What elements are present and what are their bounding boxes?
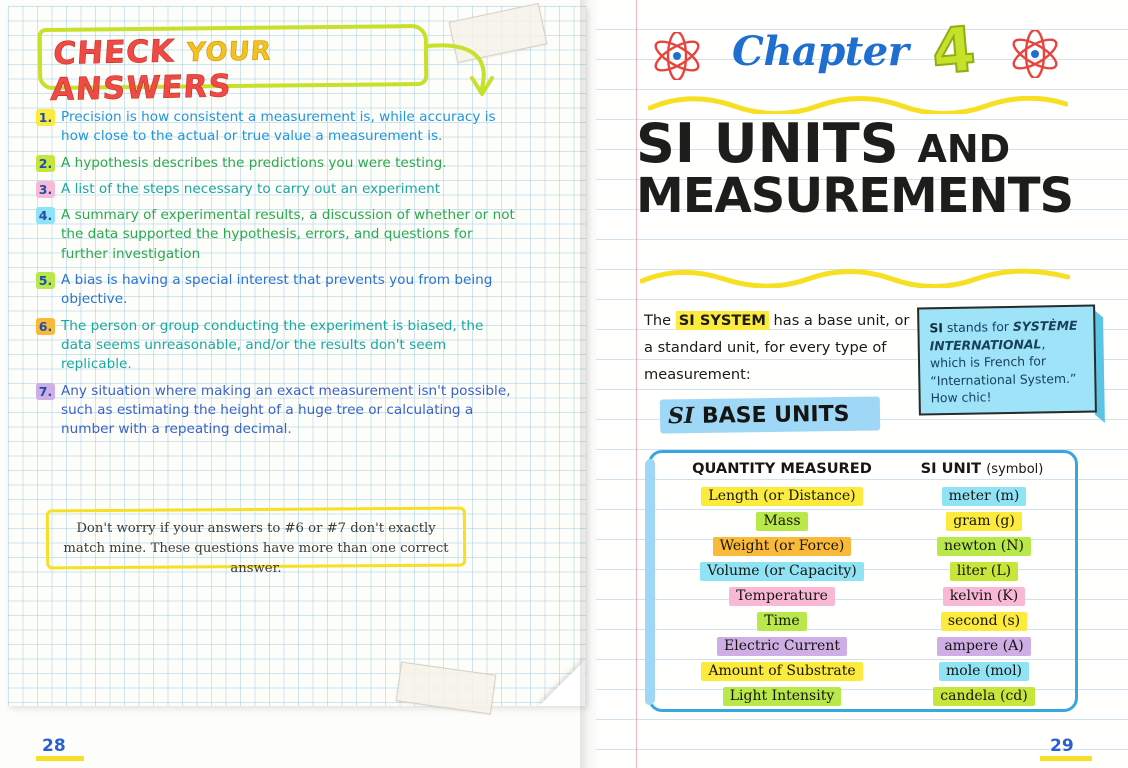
quantity-highlight: Temperature (729, 587, 835, 606)
right-page-number-highlight (1040, 756, 1092, 761)
page-dogear (539, 660, 585, 706)
atom-icon-right (1008, 30, 1062, 78)
table-cell-unit (900, 512, 1068, 531)
headline-word-answers: ANSWERS (49, 68, 233, 109)
left-page-number: 28 (42, 736, 66, 756)
table-header-unit-label: SI UNIT (920, 460, 982, 477)
units-table-body (664, 484, 1068, 709)
unit-highlight: second (s) (941, 612, 1027, 631)
headline-word-check: CHECK (52, 33, 177, 72)
right-page-number: 29 (1050, 736, 1074, 756)
quantity-highlight: Length (or Distance) (701, 487, 862, 506)
curved-arrow-icon (424, 40, 498, 102)
table-cell-unit (900, 687, 1068, 706)
table-cell-quantity (664, 687, 900, 706)
book-binding-shadow (580, 0, 602, 768)
quantity-highlight: Amount of Substrate (701, 662, 862, 681)
subheading-si: SI (667, 402, 695, 430)
note-text: Don't worry if your answers to #6 or #7 don't exactly match mine. These questions have more than one correct answer. (63, 521, 449, 576)
quantity-highlight: Electric Current (717, 637, 847, 656)
answer-number: 7. (36, 383, 55, 400)
answer-text: A list of the steps necessary to carry out an experiment (61, 180, 441, 197)
chapter-label: Chapter (732, 28, 909, 75)
table-cell-unit (900, 537, 1068, 556)
answer-number: 4. (36, 207, 55, 224)
chapter-number: 4 (928, 12, 979, 89)
table-header-unit (900, 460, 1064, 477)
answer-text: A summary of experimental results, a discussion of whether or not the data supported the hypothesis, errors, and questions for further investigation (61, 207, 515, 262)
intro-paragraph (644, 308, 912, 389)
quantity-highlight: Time (757, 612, 806, 631)
table-row (664, 634, 1068, 659)
quantity-highlight: Light Intensity (723, 687, 842, 706)
answer-number: 3. (36, 181, 55, 198)
answer-item (36, 180, 516, 199)
table-header-unit-note: (symbol) (986, 462, 1044, 477)
table-cell-quantity (664, 487, 900, 506)
answer-item (36, 154, 516, 173)
page-title (636, 112, 1116, 224)
table-cell-quantity (664, 662, 900, 681)
intro-text-b: has a base unit, or a standard unit, for every type of measurement: (644, 312, 910, 383)
quantity-highlight: Mass (756, 512, 807, 531)
answer-item (36, 108, 516, 147)
unit-highlight: gram (g) (946, 512, 1022, 531)
answer-number: 2. (36, 155, 55, 172)
unit-highlight: mole (mol) (939, 662, 1029, 681)
answer-item (36, 206, 516, 264)
table-row (664, 659, 1068, 684)
quantity-highlight: Weight (or Force) (713, 537, 852, 556)
intro-text-a: The (644, 312, 672, 329)
callout-text (921, 311, 1093, 414)
unit-highlight: liter (L) (950, 562, 1018, 581)
si-system-tag: SI SYSTEM (676, 311, 769, 330)
title-line1-main: SI UNITS (636, 112, 899, 175)
callout-text-b: , which is French for “International System.” How chic! (929, 335, 1077, 406)
title-line1-and: AND (917, 127, 1011, 171)
callout-lead: SI (929, 320, 944, 336)
unit-highlight: candela (cd) (933, 687, 1034, 706)
table-row (664, 484, 1068, 509)
table-cell-unit (900, 637, 1068, 656)
unit-highlight: kelvin (K) (943, 587, 1025, 606)
answer-item (36, 317, 516, 375)
answer-number: 5. (36, 272, 55, 289)
unit-highlight: newton (N) (937, 537, 1031, 556)
left-page-number-highlight (36, 756, 84, 761)
table-row (664, 684, 1068, 709)
callout-emphasis: SYSTÈME INTERNATIONAL (929, 317, 1078, 353)
table-cell-quantity (664, 612, 900, 631)
table-cell-unit (900, 662, 1068, 681)
answer-item (36, 271, 516, 310)
chapter-header (640, 12, 1100, 90)
table-cell-unit (900, 487, 1068, 506)
answer-number: 1. (36, 109, 55, 126)
answer-text: The person or group conducting the experiment is biased, the data seems unreasonable, and/or the results don't seem replicable. (61, 317, 484, 373)
answer-text: A hypothesis describes the predictions you were testing. (61, 154, 447, 171)
table-header-quantity: QUANTITY MEASURED (692, 460, 872, 477)
table-row (664, 509, 1068, 534)
atom-icon-left (650, 32, 704, 80)
answers-list (36, 108, 516, 446)
quantity-highlight: Volume (or Capacity) (700, 562, 863, 581)
table-cell-unit (900, 612, 1068, 631)
answer-text: Any situation where making an exact measurement isn't possible, such as estimating the height of a huge tree or calculating a number with a repeating decimal. (61, 382, 511, 438)
units-table-header (664, 460, 1064, 477)
table-cell-quantity (664, 562, 900, 581)
table-cell-unit (900, 562, 1068, 581)
subheading (668, 401, 850, 430)
callout-text-a: stands for (946, 318, 1010, 336)
table-row (664, 609, 1068, 634)
table-row (664, 534, 1068, 559)
table-cell-quantity (664, 512, 900, 531)
answer-item (36, 382, 516, 440)
title-line2: MEASUREMENTS (636, 167, 1074, 224)
table-cell-quantity (664, 587, 900, 606)
unit-highlight: meter (m) (942, 487, 1027, 506)
unit-highlight: ampere (A) (937, 637, 1030, 656)
answer-text: A bias is having a special interest that prevents you from being objective. (61, 272, 493, 308)
table-cell-quantity (664, 537, 900, 556)
table-cell-unit (900, 587, 1068, 606)
check-answers-headline (50, 28, 435, 108)
headline-word-your: YOUR (185, 36, 273, 69)
table-row (664, 584, 1068, 609)
answer-text: Precision is how consistent a measurement is, while accuracy is how close to the actual or true value a measurement is. (61, 109, 496, 145)
answer-number: 6. (36, 318, 55, 335)
table-cell-quantity (664, 637, 900, 656)
squiggle-divider-under-title (640, 268, 1070, 288)
table-row (664, 559, 1068, 584)
subheading-rest: BASE UNITS (701, 401, 850, 429)
